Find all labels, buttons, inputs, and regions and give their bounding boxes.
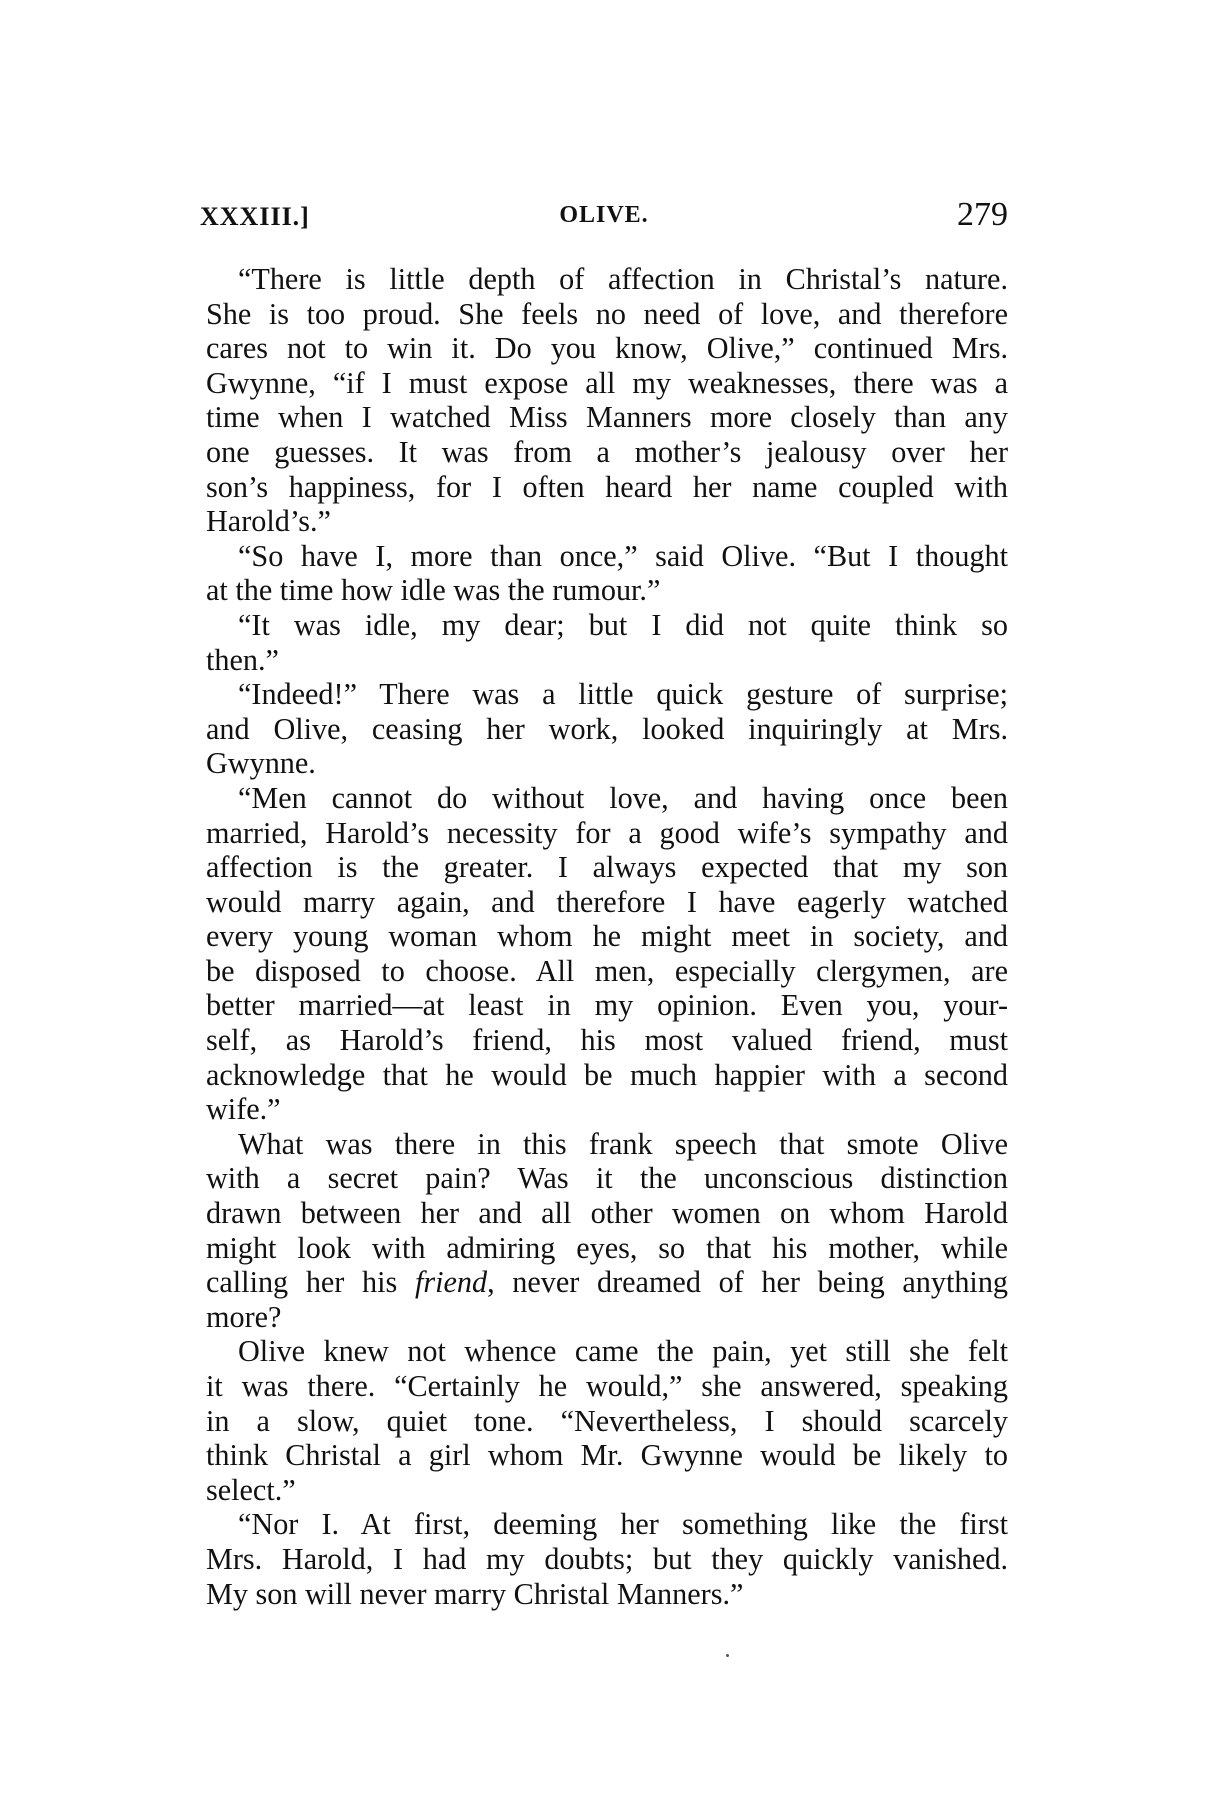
text-line: better married—at least in my opinion. Even you, your- xyxy=(206,988,1008,1023)
text-line: select.” xyxy=(206,1472,296,1507)
text-line: with a secret pain? Was it the unconscious distinction xyxy=(206,1161,1008,1196)
text-line: one guesses. It was from a mother’s jealousy over her xyxy=(206,434,1008,469)
text-line: in a slow, quiet tone. “Nevertheless, I should scarcely xyxy=(206,1403,1008,1438)
page-number: 279 xyxy=(957,196,1008,233)
text-line: every young woman whom he might meet in society, and xyxy=(206,919,1008,954)
chapter-number: XXXIII.] xyxy=(200,202,310,231)
emphasis: friend xyxy=(414,1265,488,1300)
paragraph xyxy=(206,1127,1008,1335)
paragraph xyxy=(206,608,1008,677)
text-line: What was there in this frank speech that smote Olive xyxy=(238,1126,1008,1161)
text-line: would marry again, and therefore I have eagerly watched xyxy=(206,884,1008,919)
text-line: “There is little depth of affection in Christal’s nature. xyxy=(238,262,1008,296)
text-line: affection is the greater. I always expected that my son xyxy=(206,850,1008,885)
stray-ink-mark xyxy=(726,1654,729,1657)
text-line: “Indeed!” There was a little quick gesture of surprise; xyxy=(238,677,1008,712)
text-line: Mrs. Harold, I had my doubts; but they quickly vanished. xyxy=(206,1541,1008,1576)
paragraph xyxy=(206,677,1008,781)
text-line: “Men cannot do without love, and having once been xyxy=(238,780,1008,815)
text-line: My son will never marry Christal Manners.” xyxy=(206,1576,744,1611)
text-line: more? xyxy=(206,1299,282,1334)
text-line: and Olive, ceasing her work, looked inquiringly at Mrs. xyxy=(206,711,1008,746)
text-line: drawn between her and all other women on whom Harold xyxy=(206,1196,1008,1231)
paragraph xyxy=(206,1334,1008,1507)
text-line: “It was idle, my dear; but I did not quite think so xyxy=(238,607,1008,642)
body-text xyxy=(206,262,1008,1611)
text-line: Gwynne. xyxy=(206,746,316,781)
text-line: Harold’s.” xyxy=(206,504,331,539)
text-line: acknowledge that he would be much happier with a second xyxy=(206,1057,1008,1092)
text-line: be disposed to choose. All men, especially clergymen, are xyxy=(206,953,1008,988)
page-header xyxy=(200,196,1008,240)
text-line: then.” xyxy=(206,642,279,677)
text-line: Gwynne, “if I must expose all my weaknesses, there was a xyxy=(206,365,1008,400)
text-line: She is too proud. She feels no need of love, and therefore xyxy=(206,296,1008,331)
text-line: Olive knew not whence came the pain, yet still she felt xyxy=(238,1334,1008,1369)
text-line: son’s happiness, for I often heard her name coupled with xyxy=(206,469,1008,504)
text-line: at the time how idle was the rumour.” xyxy=(206,573,661,608)
text-line: wife.” xyxy=(206,1092,281,1127)
paragraph xyxy=(206,262,1008,539)
text-line: it was there. “Certainly he would,” she answered, speaking xyxy=(206,1369,1008,1403)
text-line: “So have I, more than once,” said Olive. “But I thought xyxy=(238,538,1008,573)
paragraph xyxy=(206,539,1008,608)
paragraph xyxy=(206,1507,1008,1611)
text-line: think Christal a girl whom Mr. Gwynne would be likely to xyxy=(206,1438,1008,1473)
text-line: cares not to win it. Do you know, Olive,” continued Mrs. xyxy=(206,331,1008,366)
text-line: self, as Harold’s friend, his most valued friend, must xyxy=(206,1023,1008,1058)
text-line: time when I watched Miss Manners more closely than any xyxy=(206,400,1008,435)
running-title: OLIVE. xyxy=(559,202,649,228)
text-line: “Nor I. At first, deeming her something like the first xyxy=(238,1507,1008,1542)
text-line: married, Harold’s necessity for a good wife’s sympathy and xyxy=(206,815,1008,850)
paragraph xyxy=(206,781,1008,1127)
text-line: might look with admiring eyes, so that his mother, while xyxy=(206,1230,1008,1265)
text-line: calling her his friend, never dreamed of her being anything xyxy=(206,1265,1009,1300)
